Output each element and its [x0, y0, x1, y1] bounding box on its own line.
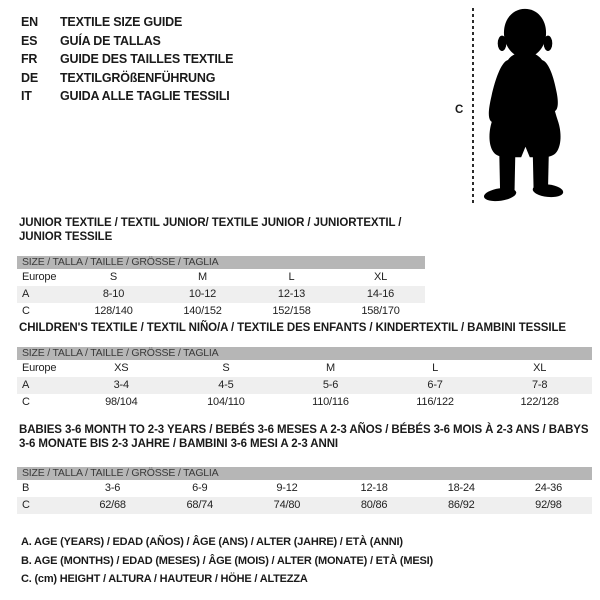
row-label: A	[22, 288, 30, 300]
table-row	[17, 269, 425, 286]
table-row	[17, 480, 592, 497]
language-row	[21, 69, 233, 88]
table-cell: 3-6	[104, 482, 121, 494]
babies-size-table	[17, 423, 592, 514]
table-row	[17, 303, 425, 320]
footnote-line: A. AGE (YEARS) / EDAD (AÑOS) / ÂGE (ANS) / ALTER (JAHRE) / ETÀ (ANNI)	[21, 536, 403, 548]
row-label: A	[22, 379, 30, 391]
table-cell: 122/128	[520, 396, 559, 408]
language-title: TEXTILE SIZE GUIDE	[60, 15, 183, 29]
footnote-line: B. AGE (MONTHS) / EDAD (MESES) / ÂGE (MOIS) / ALTER (MONATE) / ETÀ (MESI)	[21, 554, 433, 567]
table-cell: 116/122	[416, 396, 454, 408]
row-label: Europe	[22, 362, 57, 374]
table-cell: XS	[114, 362, 129, 374]
table-cell: 80/86	[360, 499, 388, 511]
table-cell: L	[288, 271, 295, 283]
table-row	[17, 497, 592, 514]
table-cell: 6-9	[192, 482, 208, 494]
table-row	[17, 360, 592, 377]
row-label: Europe	[22, 271, 57, 283]
table-rows	[17, 360, 592, 411]
table-row	[17, 286, 425, 303]
table-cell: 9-12	[276, 482, 298, 494]
language-title-list	[21, 13, 233, 106]
row-label: C	[22, 305, 30, 317]
table-cell: XL	[533, 362, 547, 374]
table-title: CHILDREN'S TEXTILE / TEXTIL NIÑO/A / TEXTILE DES ENFANTS / KINDERTEXTIL / BAMBINI TESSILE	[19, 322, 566, 334]
row-label: C	[22, 499, 30, 511]
height-measure-dashed-line	[472, 8, 474, 205]
table-cell: 6-7	[427, 379, 443, 391]
language-code: EN	[21, 15, 38, 29]
table-cell: S	[109, 271, 118, 283]
legend-footnotes	[21, 533, 433, 589]
table-cell: 128/140	[94, 305, 133, 317]
footnote-line: C. (cm) HEIGHT / ALTURA / HAUTEUR / HÖHE / ALTEZZA	[21, 573, 308, 585]
table-cell: 10-12	[188, 288, 217, 300]
table-cell: 74/80	[273, 499, 301, 511]
table-cell: 92/98	[535, 499, 562, 511]
table-cell: 12-13	[277, 288, 306, 300]
language-code: DE	[21, 70, 38, 85]
size-header-bar: SIZE / TALLA / TAILLE / GRÖSSE / TAGLIA	[17, 256, 425, 269]
table-cell: XL	[373, 271, 388, 283]
language-code: ES	[21, 33, 38, 48]
table-row	[17, 394, 592, 411]
children-size-table	[17, 321, 592, 411]
table-cell: 5-6	[322, 379, 339, 391]
height-measure-label: C	[455, 104, 464, 116]
table-cell: 110/116	[312, 396, 349, 408]
table-cell: 7-8	[532, 379, 548, 391]
row-label: B	[22, 482, 30, 494]
table-cell: 14-16	[366, 288, 395, 300]
size-header-bar: SIZE / TALLA / TAILLE / GRÖSSE / TAGLIA	[17, 347, 592, 360]
table-cell: 24-36	[534, 482, 563, 494]
language-row	[21, 13, 233, 32]
table-cell: S	[222, 362, 230, 374]
language-code: FR	[21, 52, 38, 66]
table-rows	[17, 269, 425, 320]
size-header-bar: SIZE / TALLA / TAILLE / GRÖSSE / TAGLIA	[17, 467, 592, 480]
table-cell: 140/152	[183, 305, 222, 317]
row-label: C	[22, 396, 30, 408]
table-cell: 86/92	[448, 499, 475, 511]
language-row	[21, 50, 233, 69]
table-cell: 158/170	[361, 305, 400, 317]
table-cell: M	[326, 362, 335, 374]
table-cell: 68/74	[186, 499, 214, 511]
table-cell: 3-4	[113, 379, 129, 391]
table-cell: 18-24	[447, 482, 475, 494]
language-code: IT	[21, 89, 32, 103]
table-cell: M	[198, 271, 207, 283]
table-title: JUNIOR TEXTILE / TEXTIL JUNIOR/ TEXTILE JUNIOR / JUNIORTEXTIL / JUNIOR TESSILE	[19, 217, 402, 243]
language-title: GUÍA DE TALLAS	[60, 33, 161, 48]
language-row	[21, 87, 233, 106]
language-title: GUIDE DES TAILLES TEXTILE	[60, 52, 234, 66]
toddler-silhouette-icon	[477, 6, 573, 207]
language-row	[21, 32, 233, 51]
table-cell: 62/68	[99, 499, 126, 511]
junior-size-table	[17, 216, 425, 320]
table-cell: 104/110	[207, 396, 245, 408]
table-cell: 4-5	[218, 379, 234, 391]
table-rows	[17, 480, 592, 514]
language-title: TEXTILGRÖßENFÜHRUNG	[60, 70, 216, 85]
table-cell: 152/158	[272, 305, 311, 317]
table-cell: 98/104	[105, 396, 138, 408]
table-cell: 8-10	[102, 288, 125, 300]
table-title: BABIES 3-6 MONTH TO 2-3 YEARS / BEBÉS 3-6 MESES A 2-3 AÑOS / BÉBÉS 3-6 MOIS À 2-3 ANS / BABYS 3-6 MONATE BIS 2-3 JAHRE / BAMBINI 3-6 MESI A 2-3 ANNI	[19, 424, 589, 450]
table-cell: L	[432, 362, 439, 374]
table-cell: 12-18	[360, 482, 388, 494]
table-row	[17, 377, 592, 394]
language-title: GUIDA ALLE TAGLIE TESSILI	[60, 89, 230, 103]
